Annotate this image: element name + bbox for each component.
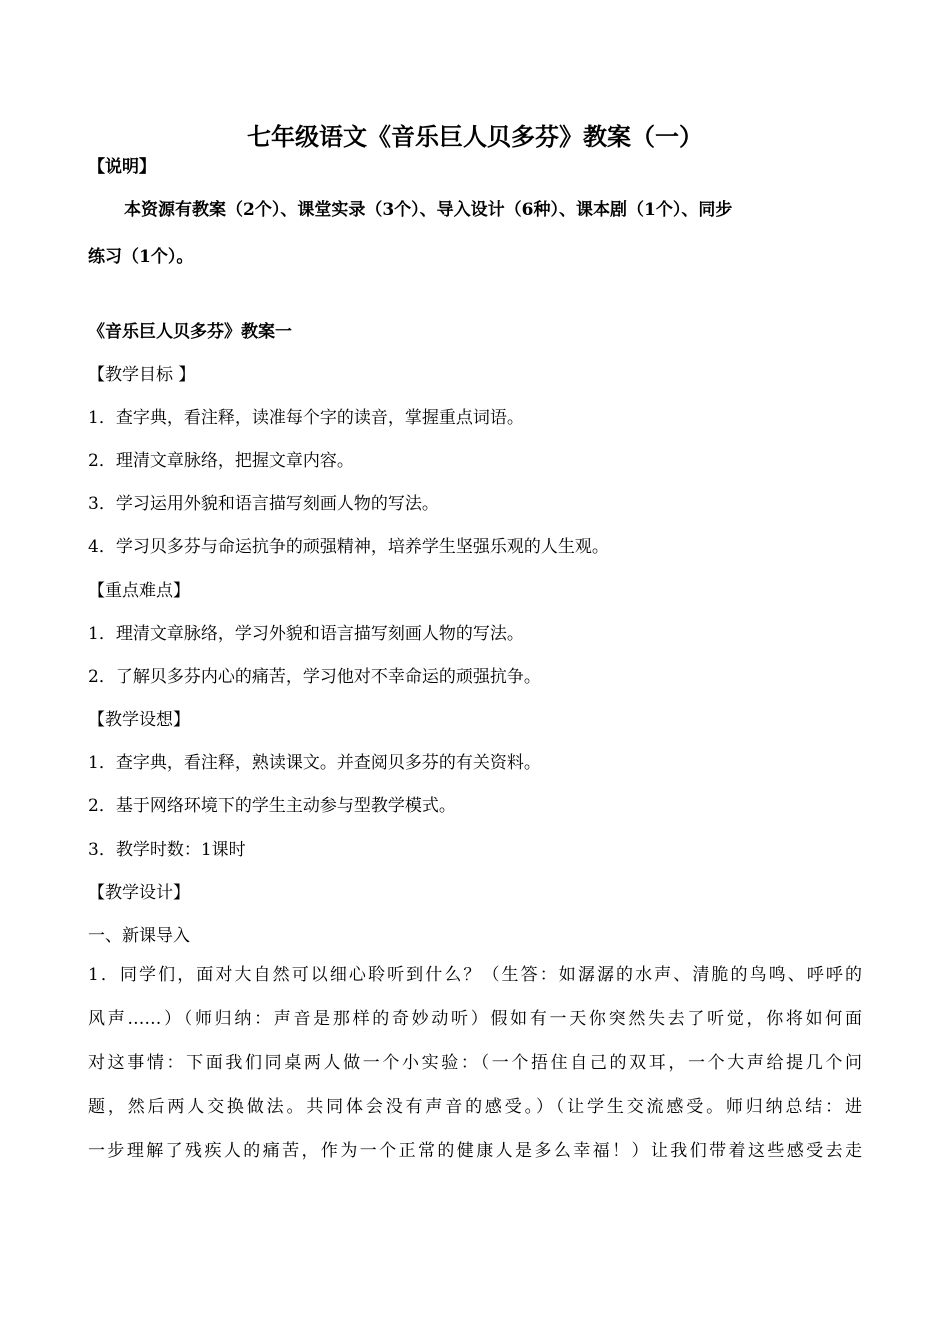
paragraph-line: 1．同学们，面对大自然可以细心聆听到什么？（生答：如潺潺的水声、清脆的鸟鸣、呼呼的 [88, 965, 862, 985]
key-heading: 【重点难点】 [88, 581, 190, 601]
idea-heading: 【教学设想】 [88, 710, 190, 730]
paragraph-line: 风声……）（师归纳：声音是那样的奇妙动听）假如有一天你突然失去了听觉，你将如何面 [88, 1009, 862, 1029]
note-text-line2: 练习（1个）。 [88, 247, 194, 267]
paragraph-line: 题，然后两人交换做法。共同体会没有声音的感受。）（让学生交流感受。师归纳总结：进 [88, 1097, 862, 1117]
key-point-item: 2．了解贝多芬内心的痛苦，学习他对不幸命运的顽强抗争。 [88, 667, 541, 687]
plan-title: 《音乐巨人贝多芬》教案一 [88, 322, 292, 342]
goal-item: 4．学习贝多芬与命运抗争的顽强精神，培养学生坚强乐观的人生观。 [88, 537, 609, 557]
design-heading: 【教学设计】 [88, 883, 190, 903]
document-title: 七年级语文《音乐巨人贝多芬》教案（一） [247, 122, 703, 151]
paragraph-line: 对这事情：下面我们同桌两人做一个小实验：（一个捂住自己的双耳，一个大声给提几个问 [88, 1053, 862, 1073]
idea-item: 2．基于网络环境下的学生主动参与型教学模式。 [88, 796, 456, 816]
paragraph-line: 一步理解了残疾人的痛苦，作为一个正常的健康人是多么幸福！）让我们带着这些感受去走 [88, 1141, 862, 1161]
section-one-heading: 一、新课导入 [88, 926, 190, 946]
goals-heading: 【教学目标 】 [88, 365, 196, 385]
goal-item: 3．学习运用外貌和语言描写刻画人物的写法。 [88, 494, 439, 514]
key-point-item: 1．理清文章脉络，学习外貌和语言描写刻画人物的写法。 [88, 624, 524, 644]
idea-item: 1．查字典，看注释，熟读课文。并查阅贝多芬的有关资料。 [88, 753, 541, 773]
note-heading: 【说明】 [88, 157, 156, 177]
goal-item: 1．查字典，看注释，读准每个字的读音，掌握重点词语。 [88, 408, 524, 428]
goal-item: 2．理清文章脉络，把握文章内容。 [88, 451, 354, 471]
idea-item: 3．教学时数：1课时 [88, 840, 246, 860]
note-text-line1: 本资源有教案（2个）、课堂实录（3个）、导入设计（6种）、课本剧（1个）、同步 [124, 200, 733, 220]
intro-paragraph [88, 953, 862, 1173]
